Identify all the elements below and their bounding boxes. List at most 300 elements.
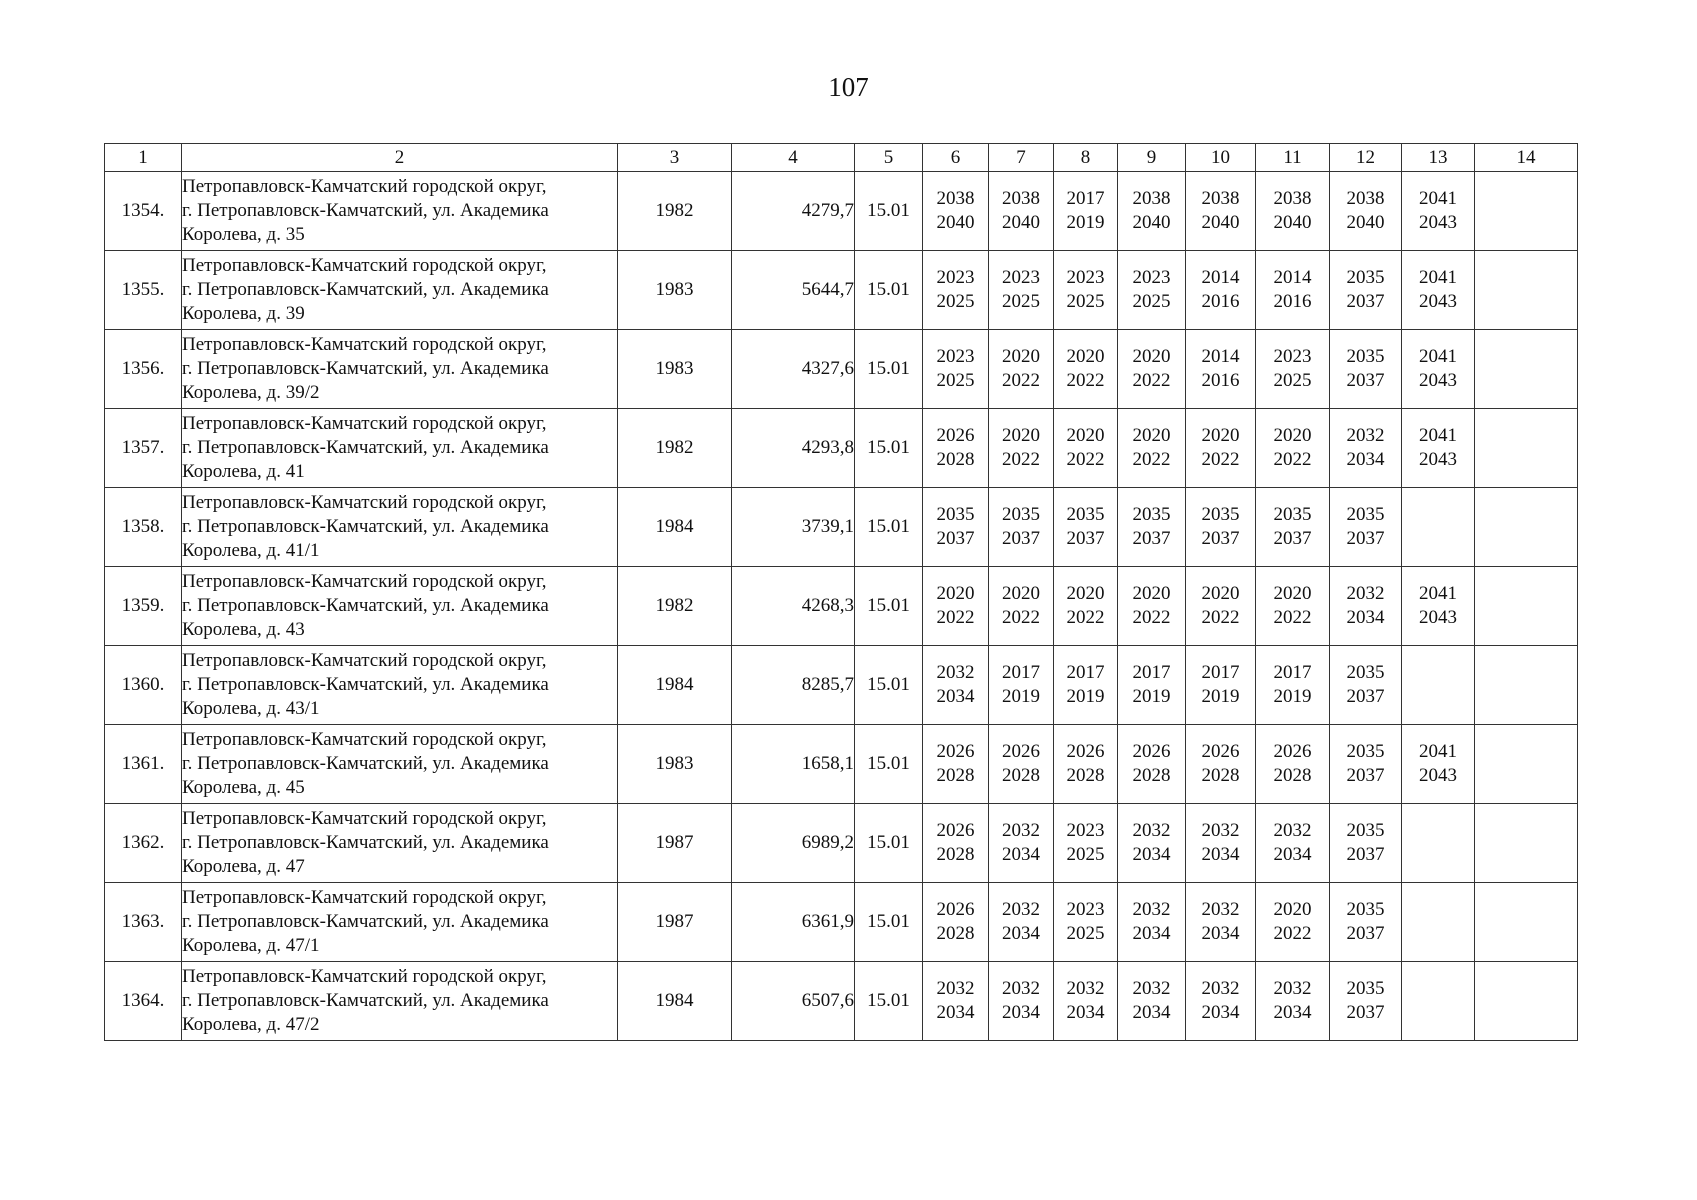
period-end: 2022 (1132, 449, 1171, 470)
period-start: 2032 (1201, 899, 1240, 920)
period-start: 2038 (1002, 188, 1040, 209)
period-end: 2037 (1346, 765, 1385, 786)
period-cell (989, 804, 1054, 883)
period-start: 2035 (1346, 741, 1385, 762)
code-cell: 15.01 (855, 330, 923, 409)
period-start: 2032 (1002, 899, 1040, 920)
year-built-cell: 1984 (618, 646, 732, 725)
period-cell (1475, 883, 1578, 962)
period-cell (1256, 883, 1330, 962)
period-start: 2032 (1346, 425, 1385, 446)
period-start: 2041 (1419, 741, 1457, 762)
year-built-cell: 1984 (618, 962, 732, 1041)
address-line: Петропавловск-Камчатский городской округ, (182, 176, 547, 197)
row-number: 1359. (105, 567, 182, 646)
row-number: 1357. (105, 409, 182, 488)
period-end: 2034 (1273, 844, 1312, 865)
area-cell: 1658,1 (732, 725, 855, 804)
address-cell (182, 567, 618, 646)
column-number: 11 (1256, 144, 1330, 172)
address-line: г. Петропавловск-Камчатский, ул. Академика (182, 200, 549, 221)
period-end: 2034 (1002, 923, 1040, 944)
period-cell (923, 251, 989, 330)
period-cell (1330, 567, 1402, 646)
period-end: 2019 (1132, 686, 1171, 707)
period-cell (1118, 488, 1186, 567)
period-start: 2020 (936, 583, 975, 604)
address-line: г. Петропавловск-Камчатский, ул. Академика (182, 990, 549, 1011)
period-cell (1330, 646, 1402, 725)
period-start: 2020 (1066, 425, 1105, 446)
period-end: 2034 (1132, 923, 1171, 944)
period-cell (1186, 646, 1256, 725)
period-start: 2014 (1201, 346, 1240, 367)
address-line: Королева, д. 41 (182, 461, 305, 482)
period-start: 2023 (1066, 267, 1105, 288)
page-number: 107 (828, 72, 869, 102)
period-cell (1475, 646, 1578, 725)
column-number: 12 (1330, 144, 1402, 172)
period-end: 2022 (1066, 370, 1105, 391)
period-start: 2038 (1346, 188, 1385, 209)
period-end: 2022 (1002, 370, 1040, 391)
period-start: 2035 (1201, 504, 1240, 525)
period-cell (989, 883, 1054, 962)
area-cell: 8285,7 (732, 646, 855, 725)
period-start: 2014 (1273, 267, 1312, 288)
period-start: 2038 (936, 188, 975, 209)
period-cell (1330, 409, 1402, 488)
period-cell (1330, 804, 1402, 883)
period-cell (1475, 804, 1578, 883)
period-cell (1402, 409, 1475, 488)
period-start: 2026 (1132, 741, 1171, 762)
address-line: Королева, д. 47 (182, 856, 305, 877)
code-cell: 15.01 (855, 725, 923, 804)
year-built-cell: 1983 (618, 330, 732, 409)
period-end: 2037 (1066, 528, 1105, 549)
period-end: 2028 (936, 449, 975, 470)
period-cell (1118, 725, 1186, 804)
period-cell (1118, 883, 1186, 962)
year-built-cell: 1983 (618, 725, 732, 804)
period-cell (1402, 251, 1475, 330)
period-start: 2038 (1132, 188, 1171, 209)
period-cell (1475, 488, 1578, 567)
address-cell (182, 488, 618, 567)
period-start: 2020 (1066, 346, 1105, 367)
year-built-cell: 1987 (618, 883, 732, 962)
period-cell (1330, 488, 1402, 567)
code-cell: 15.01 (855, 251, 923, 330)
period-cell (1402, 804, 1475, 883)
period-start: 2032 (1201, 978, 1240, 999)
period-cell (923, 962, 989, 1041)
period-end: 2040 (1346, 212, 1385, 233)
address-line: Петропавловск-Камчатский городской округ, (182, 966, 547, 987)
period-end: 2037 (1002, 528, 1040, 549)
period-cell (923, 330, 989, 409)
column-number: 7 (989, 144, 1054, 172)
period-start: 2035 (1066, 504, 1105, 525)
period-start: 2035 (1346, 899, 1385, 920)
period-cell (1054, 567, 1118, 646)
row-number: 1354. (105, 172, 182, 251)
year-built-cell: 1982 (618, 409, 732, 488)
period-start: 2014 (1201, 267, 1240, 288)
address-line: Королева, д. 35 (182, 224, 305, 245)
period-end: 2040 (1002, 212, 1040, 233)
row-number: 1358. (105, 488, 182, 567)
period-start: 2026 (1201, 741, 1240, 762)
period-end: 2040 (1201, 212, 1240, 233)
period-cell (1186, 409, 1256, 488)
period-start: 2020 (1201, 583, 1240, 604)
period-start: 2023 (1002, 267, 1040, 288)
period-cell (1475, 251, 1578, 330)
period-start: 2020 (1002, 583, 1040, 604)
period-cell (1330, 725, 1402, 804)
period-cell (1330, 883, 1402, 962)
address-cell (182, 409, 618, 488)
table-row (105, 962, 1578, 1041)
period-cell (989, 567, 1054, 646)
column-number-row (105, 144, 1578, 172)
address-line: Петропавловск-Камчатский городской округ, (182, 255, 547, 276)
period-end: 2019 (1201, 686, 1240, 707)
period-start: 2017 (1132, 662, 1171, 683)
period-cell (1475, 172, 1578, 251)
period-start: 2032 (1273, 978, 1312, 999)
period-end: 2043 (1419, 291, 1457, 312)
period-end: 2016 (1273, 291, 1312, 312)
period-cell (1256, 172, 1330, 251)
period-end: 2022 (1002, 449, 1040, 470)
period-cell (923, 409, 989, 488)
period-cell (1186, 488, 1256, 567)
code-cell: 15.01 (855, 172, 923, 251)
column-number: 9 (1118, 144, 1186, 172)
period-cell (923, 646, 989, 725)
period-cell (989, 962, 1054, 1041)
period-start: 2035 (1273, 504, 1312, 525)
address-line: Королева, д. 45 (182, 777, 305, 798)
period-end: 2043 (1419, 765, 1457, 786)
period-cell (1186, 567, 1256, 646)
period-start: 2032 (1346, 583, 1385, 604)
period-end: 2028 (1201, 765, 1240, 786)
address-line: Королева, д. 47/1 (182, 935, 320, 956)
period-cell (1402, 962, 1475, 1041)
year-built-cell: 1982 (618, 567, 732, 646)
period-end: 2034 (936, 686, 975, 707)
area-cell: 6989,2 (732, 804, 855, 883)
period-start: 2020 (1273, 899, 1312, 920)
period-end: 2022 (1066, 607, 1105, 628)
period-start: 2038 (1273, 188, 1312, 209)
period-end: 2022 (1273, 923, 1312, 944)
period-cell (1118, 251, 1186, 330)
period-end: 2040 (1132, 212, 1171, 233)
period-start: 2035 (1346, 504, 1385, 525)
column-number: 8 (1054, 144, 1118, 172)
period-cell (989, 646, 1054, 725)
period-start: 2035 (1346, 346, 1385, 367)
year-built-cell: 1982 (618, 172, 732, 251)
period-cell (1186, 725, 1256, 804)
period-start: 2020 (1002, 346, 1040, 367)
period-end: 2025 (1066, 291, 1105, 312)
period-end: 2037 (1346, 1002, 1385, 1023)
period-start: 2041 (1419, 188, 1457, 209)
period-end: 2028 (1273, 765, 1312, 786)
period-start: 2017 (1066, 188, 1105, 209)
address-line: Королева, д. 39/2 (182, 382, 320, 403)
period-cell (1475, 962, 1578, 1041)
column-number: 10 (1186, 144, 1256, 172)
period-cell (1054, 725, 1118, 804)
period-cell (1330, 251, 1402, 330)
address-line: г. Петропавловск-Камчатский, ул. Академика (182, 516, 549, 537)
period-start: 2026 (1002, 741, 1040, 762)
address-cell (182, 804, 618, 883)
code-cell: 15.01 (855, 567, 923, 646)
address-cell (182, 251, 618, 330)
period-cell (1118, 646, 1186, 725)
period-cell (1054, 962, 1118, 1041)
period-end: 2025 (1066, 844, 1105, 865)
address-line: Королева, д. 47/2 (182, 1014, 320, 1035)
period-end: 2034 (1066, 1002, 1105, 1023)
period-end: 2037 (1132, 528, 1171, 549)
period-end: 2040 (936, 212, 975, 233)
period-cell (1256, 567, 1330, 646)
period-start: 2026 (1273, 741, 1312, 762)
year-built-cell: 1983 (618, 251, 732, 330)
period-cell (923, 488, 989, 567)
address-line: Петропавловск-Камчатский городской округ, (182, 334, 547, 355)
period-cell (1256, 488, 1330, 567)
period-end: 2025 (936, 370, 975, 391)
period-cell (1054, 409, 1118, 488)
address-line: г. Петропавловск-Камчатский, ул. Академика (182, 279, 549, 300)
period-cell (1186, 962, 1256, 1041)
period-end: 2028 (936, 844, 975, 865)
period-end: 2034 (1002, 1002, 1040, 1023)
address-line: г. Петропавловск-Камчатский, ул. Академика (182, 595, 549, 616)
table-row (105, 725, 1578, 804)
period-cell (1402, 172, 1475, 251)
period-end: 2034 (1346, 449, 1385, 470)
address-line: г. Петропавловск-Камчатский, ул. Академика (182, 437, 549, 458)
row-number: 1356. (105, 330, 182, 409)
period-start: 2020 (1273, 583, 1312, 604)
column-number: 2 (182, 144, 618, 172)
period-start: 2032 (1066, 978, 1105, 999)
address-line: г. Петропавловск-Камчатский, ул. Академика (182, 911, 549, 932)
period-end: 2022 (1201, 607, 1240, 628)
address-cell (182, 172, 618, 251)
period-start: 2035 (1346, 978, 1385, 999)
area-cell: 6507,6 (732, 962, 855, 1041)
row-number: 1361. (105, 725, 182, 804)
period-cell (1256, 646, 1330, 725)
address-line: Королева, д. 39 (182, 303, 305, 324)
period-cell (1054, 804, 1118, 883)
code-cell: 15.01 (855, 883, 923, 962)
period-start: 2032 (1273, 820, 1312, 841)
period-end: 2034 (1201, 1002, 1240, 1023)
period-end: 2025 (936, 291, 975, 312)
period-cell (1054, 646, 1118, 725)
period-start: 2017 (1273, 662, 1312, 683)
period-end: 2043 (1419, 370, 1457, 391)
row-number: 1355. (105, 251, 182, 330)
period-end: 2016 (1201, 370, 1240, 391)
period-cell (1402, 330, 1475, 409)
period-start: 2041 (1419, 267, 1457, 288)
period-cell (923, 172, 989, 251)
period-end: 2043 (1419, 212, 1457, 233)
code-cell: 15.01 (855, 409, 923, 488)
period-cell (1186, 883, 1256, 962)
column-number: 14 (1475, 144, 1578, 172)
period-end: 2037 (1346, 844, 1385, 865)
period-end: 2034 (1132, 1002, 1171, 1023)
year-built-cell: 1984 (618, 488, 732, 567)
period-cell (1054, 251, 1118, 330)
period-start: 2032 (1132, 820, 1171, 841)
period-cell (1118, 409, 1186, 488)
period-cell (1118, 330, 1186, 409)
period-cell (989, 172, 1054, 251)
buildings-table (104, 143, 1578, 1041)
period-start: 2020 (1273, 425, 1312, 446)
period-end: 2037 (1201, 528, 1240, 549)
year-built-cell: 1987 (618, 804, 732, 883)
period-cell (1054, 172, 1118, 251)
period-end: 2028 (1132, 765, 1171, 786)
address-line: Петропавловск-Камчатский городской округ, (182, 808, 547, 829)
period-cell (1256, 330, 1330, 409)
period-cell (1475, 567, 1578, 646)
period-start: 2020 (1132, 583, 1171, 604)
table-row (105, 409, 1578, 488)
period-end: 2022 (1132, 607, 1171, 628)
address-line: г. Петропавловск-Камчатский, ул. Академика (182, 674, 549, 695)
period-end: 2025 (1002, 291, 1040, 312)
period-end: 2028 (1066, 765, 1105, 786)
period-start: 2032 (1002, 820, 1040, 841)
address-cell (182, 883, 618, 962)
column-number: 5 (855, 144, 923, 172)
period-cell (1118, 567, 1186, 646)
period-end: 2025 (1132, 291, 1171, 312)
address-line: Петропавловск-Камчатский городской округ, (182, 413, 547, 434)
period-end: 2022 (1066, 449, 1105, 470)
column-number: 1 (105, 144, 182, 172)
period-cell (1330, 330, 1402, 409)
period-start: 2017 (1066, 662, 1105, 683)
period-end: 2022 (1201, 449, 1240, 470)
period-start: 2041 (1419, 425, 1457, 446)
period-cell (1402, 567, 1475, 646)
period-start: 2035 (1346, 820, 1385, 841)
period-start: 2035 (1346, 267, 1385, 288)
period-start: 2032 (1002, 978, 1040, 999)
code-cell: 15.01 (855, 488, 923, 567)
period-end: 2034 (1346, 607, 1385, 628)
period-cell (1186, 172, 1256, 251)
period-end: 2028 (936, 923, 975, 944)
address-line: Петропавловск-Камчатский городской округ, (182, 492, 547, 513)
column-number: 6 (923, 144, 989, 172)
period-start: 2035 (936, 504, 975, 525)
period-cell (989, 725, 1054, 804)
row-number: 1364. (105, 962, 182, 1041)
period-start: 2020 (1132, 346, 1171, 367)
period-cell (1054, 488, 1118, 567)
period-start: 2020 (1201, 425, 1240, 446)
period-cell (1330, 962, 1402, 1041)
period-cell (1054, 330, 1118, 409)
row-number: 1362. (105, 804, 182, 883)
period-cell (1475, 725, 1578, 804)
area-cell: 5644,7 (732, 251, 855, 330)
address-line: г. Петропавловск-Камчатский, ул. Академика (182, 753, 549, 774)
period-start: 2017 (1201, 662, 1240, 683)
table-row (105, 330, 1578, 409)
period-end: 2037 (1346, 291, 1385, 312)
period-end: 2043 (1419, 607, 1457, 628)
code-cell: 15.01 (855, 646, 923, 725)
table-row (105, 172, 1578, 251)
period-start: 2020 (1002, 425, 1040, 446)
period-cell (1330, 172, 1402, 251)
period-end: 2019 (1066, 686, 1105, 707)
period-start: 2035 (1346, 662, 1385, 683)
area-cell: 4268,3 (732, 567, 855, 646)
address-line: Петропавловск-Камчатский городской округ, (182, 571, 547, 592)
period-start: 2026 (936, 820, 975, 841)
area-cell: 3739,1 (732, 488, 855, 567)
period-start: 2023 (936, 267, 975, 288)
period-end: 2034 (1273, 1002, 1312, 1023)
period-end: 2022 (1132, 370, 1171, 391)
address-cell (182, 962, 618, 1041)
period-end: 2019 (1002, 686, 1040, 707)
period-cell (1186, 804, 1256, 883)
period-cell (989, 409, 1054, 488)
period-start: 2026 (936, 899, 975, 920)
period-cell (1475, 409, 1578, 488)
period-cell (1054, 883, 1118, 962)
period-start: 2023 (1066, 899, 1105, 920)
period-cell (1256, 251, 1330, 330)
period-cell (1402, 725, 1475, 804)
period-end: 2037 (1346, 370, 1385, 391)
period-cell (923, 883, 989, 962)
period-cell (1256, 725, 1330, 804)
period-cell (1118, 172, 1186, 251)
period-cell (1118, 962, 1186, 1041)
period-cell (923, 567, 989, 646)
area-cell: 6361,9 (732, 883, 855, 962)
period-end: 2034 (1201, 923, 1240, 944)
period-end: 2028 (936, 765, 975, 786)
period-start: 2023 (1273, 346, 1312, 367)
address-cell (182, 646, 618, 725)
